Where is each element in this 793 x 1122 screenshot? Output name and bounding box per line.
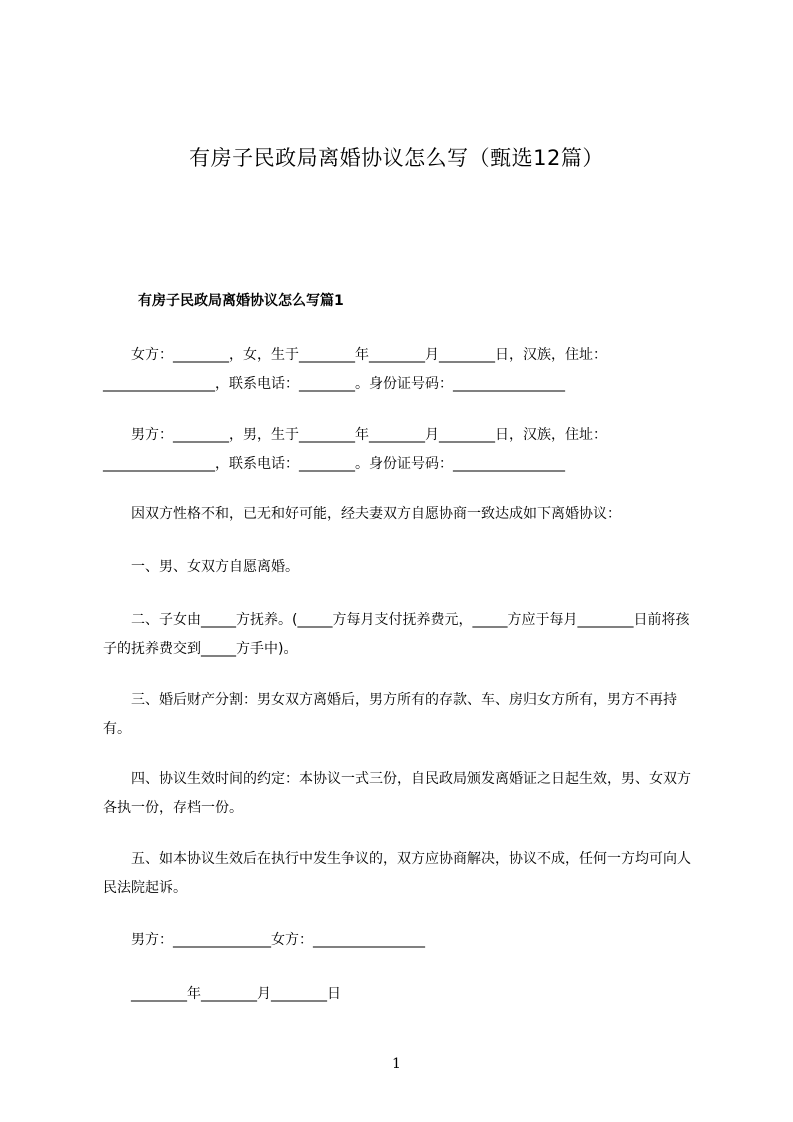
section-heading: 有房子民政局离婚协议怎么写篇1 — [138, 293, 344, 309]
paragraph-male-party: 男方：________，男，生于________年________月________日，汉族，住址：________________，联系电话：________。身份证号码：________________ — [103, 427, 607, 472]
paragraph-date: ________年________月________日 — [103, 986, 341, 1002]
paragraph-clause-5: 五、如本协议生效后在执行中发生争议的，双方应协商解决，协议不成，任何一方均可向人民法院起诉。 — [103, 851, 691, 896]
paragraph-intro: 因双方性格不和，已无和好可能，经夫妻双方自愿协商一致达成如下离婚协议： — [103, 506, 621, 522]
page-number: 1 — [392, 1056, 401, 1072]
paragraph-clause-1: 一、男、女双方自愿离婚。 — [103, 559, 299, 575]
paragraph-clause-3: 三、婚后财产分割：男女双方离婚后，男方所有的存款、车、房归女方所有，男方不再持有。 — [103, 692, 677, 737]
paragraph-clause-4: 四、协议生效时间的约定：本协议一式三份，自民政局颁发离婚证之日起生效，男、女双方各执一份，存档一份。 — [103, 771, 691, 816]
paragraph-signatures: 男方：______________女方：________________ — [103, 932, 425, 948]
paragraph-female-party: 女方：________，女，生于________年________月________日，汉族，住址：________________，联系电话：________。身份证号码：________________ — [103, 347, 607, 392]
paragraph-clause-2: 二、子女由_____方抚养。(_____方每月支付抚养费元，_____方应于每月________日前将孩子的抚养费交到_____方手中)。 — [103, 612, 690, 657]
page-title: 有房子民政局离婚协议怎么写（甄选12篇） — [189, 146, 604, 170]
